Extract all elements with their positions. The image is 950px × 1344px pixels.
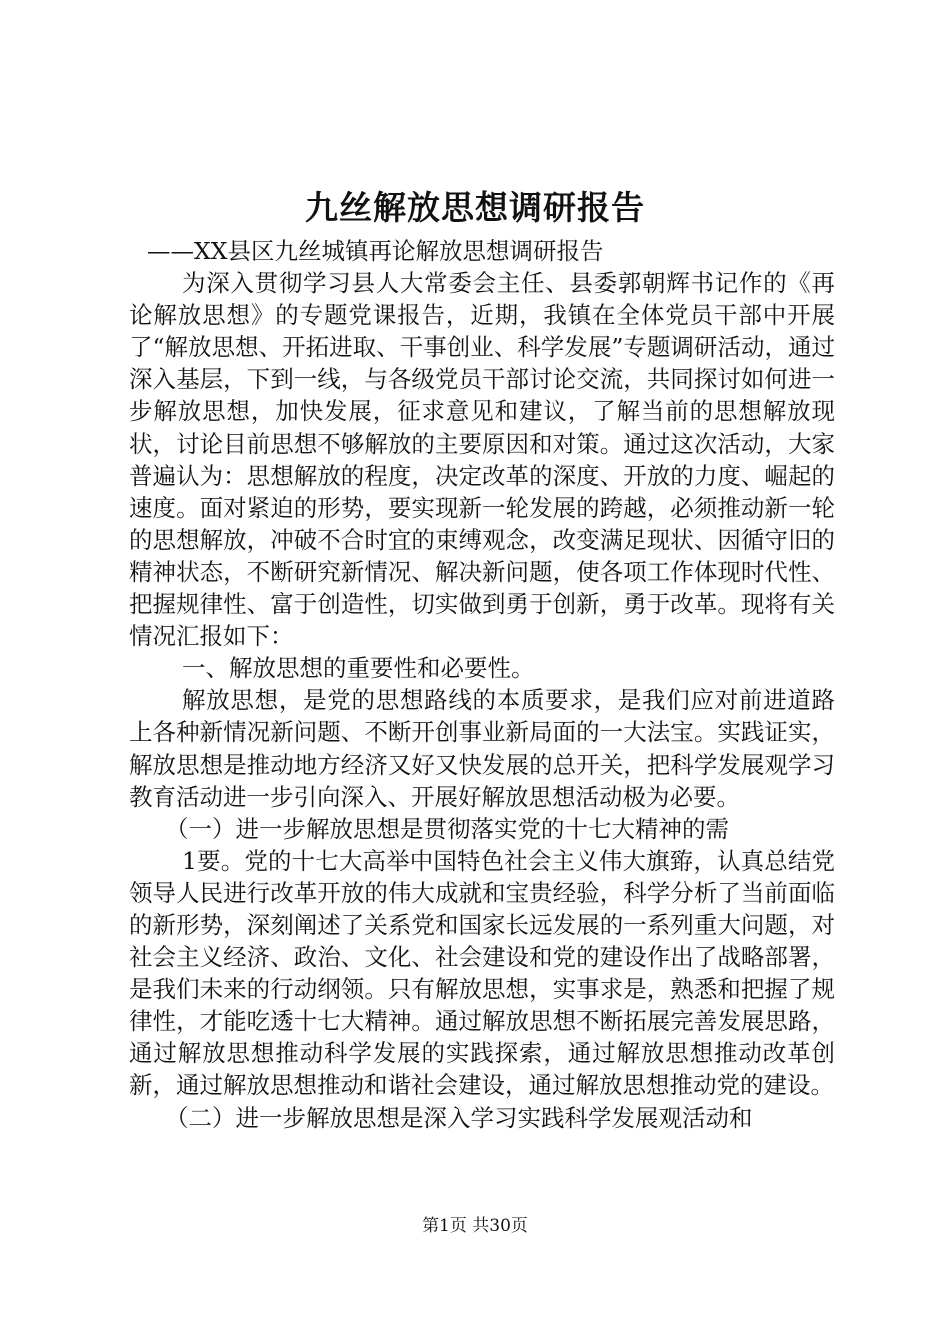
page-number-footer: 第1页 共30页 (422, 1216, 528, 1236)
document-body (129, 235, 835, 1134)
intro-paragraph: 为深入贯彻学习县人大常委会主任、县委郭朝辉书记作的《再论解放思想》的专题党课报告，近期，我镇在全体党员干部中开展了“解放思想、开拓进取、干事创业、科学发展”专题调研活动，通过深入基层，下到一线，与各级党员干部讨论交流，共同探讨如何进一步解放思想，加快发展，征求意见和建议，了解当前的思想解放现状，讨论目前思想不够解放的主要原因和对策。通过这次活动，大家普遍认为：思想解放的程度，决定改革的深度、开放的力度、崛起的速度。面对紧迫的形势，要实现新一轮发展的跨越，必须推动新一轮的思想解放，冲破不合时宜的束缚观念，改变满足现状、因循守旧的精神状态，不断研究新情况、解决新问题，使各项工作体现时代性、把握规律性、富于创造性，切实做到勇于创新，勇于改革。现将有关情况汇报如下： (129, 269, 835, 651)
subsection-heading-2: （二）进一步解放思想是深入学习实践科学发展观活动和 (165, 1103, 753, 1132)
section-heading-1: 一、解放思想的重要性和必要性。 (182, 654, 535, 683)
body-paragraph: 1要。党的十七大高举中国特色社会主义伟大旗臶，认真总结党领导人民进行改革开放的伟大成就和宝贵经验，科学分析了当前面临的新形势，深刻阐述了关系党和国家长远发展的一系列重大问题，对社会主义经济、政治、文化、社会建设和党的建设作出了战略部署，是我们未来的行动纲领。只有解放思想，实事求是，熟悉和把握了规律性，才能吃透十七大精神。通过解放思想不断拓展完善发展思路，通过解放思想推动科学发展的实践探索，通过解放思想推动改革创新，通过解放思想推动和谐社会建设，通过解放思想推动党的建设。 (129, 846, 835, 1100)
document-subtitle: ——XX县区九丝城镇再论解放思想调研报告 (147, 237, 604, 265)
subsection-heading-1: （一）进一步解放思想是贯彻落实党的十七大精神的需 (165, 814, 729, 843)
document-title: 九丝解放思想调研报告 (305, 188, 645, 227)
body-paragraph: 解放思想，是党的思想路线的本质要求，是我们应对前进道路上各种新情况新问题、不断开创事业新局面的一大法宝。实践证实，解放思想是推动地方经济又好又快发展的总开关，把科学发展观学习教育活动进一步引向深入、开展好解放思想活动极为必要。 (129, 686, 835, 811)
